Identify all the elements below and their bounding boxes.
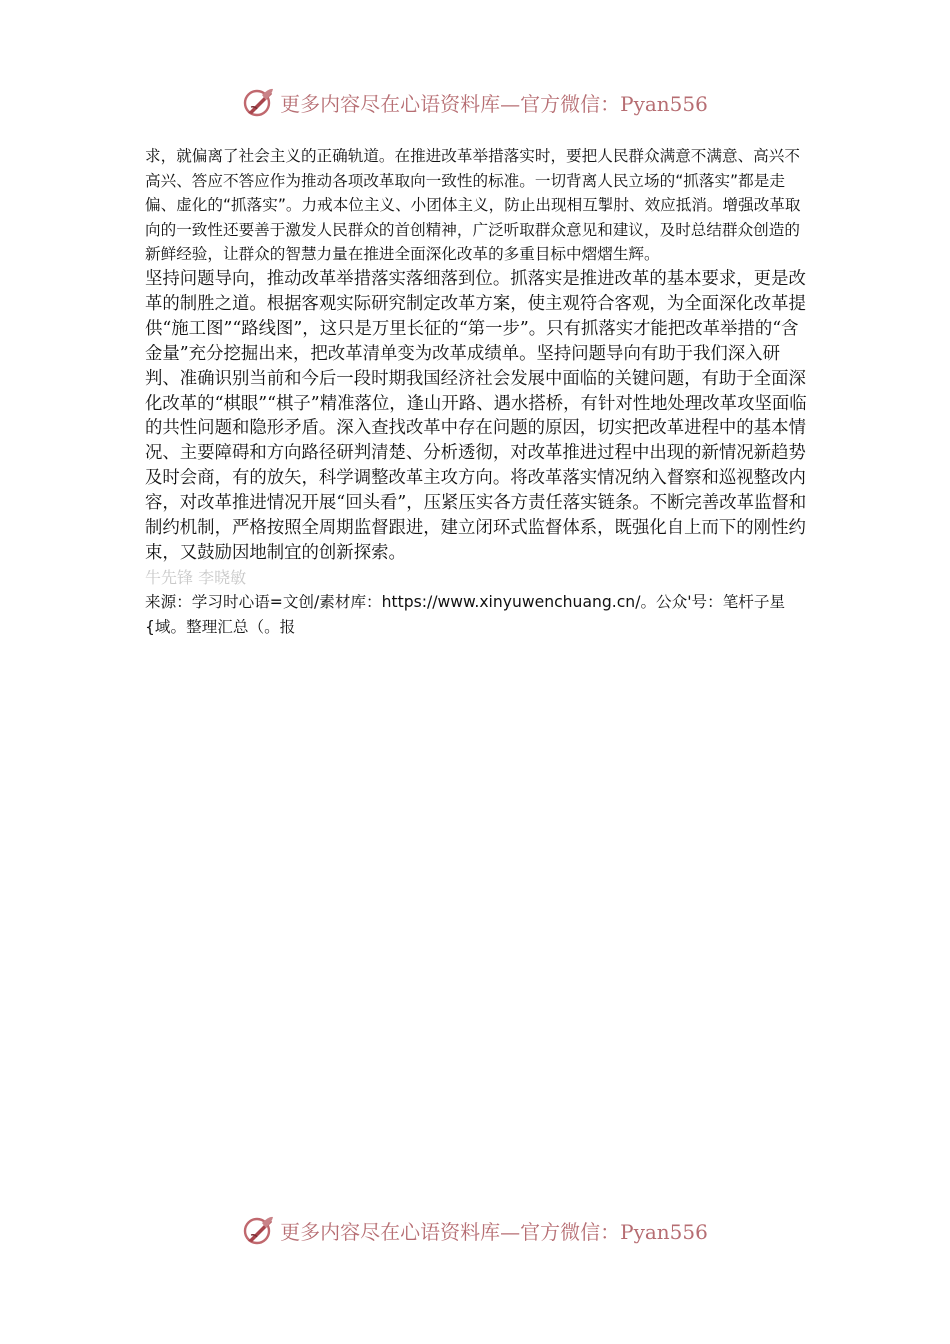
source-note: 来源：学习时心语=文创/素材库：https://www.xinyuwenchuang.cn/。公众'号：笔杆子星{域。整理汇总（。报	[145, 592, 786, 636]
footer-watermark-banner	[0, 1210, 950, 1250]
quill-logo-icon	[242, 85, 276, 119]
banner-text: 更多内容尽在心语资料库—官方微信：Pyan556	[280, 91, 708, 116]
header-watermark-banner	[0, 82, 950, 122]
document-body	[145, 144, 813, 640]
paragraph-problem-orientation: 坚持问题导向，推动改革举措落实落细落到位。抓落实是推进改革的基本要求，更是改革的制胜之道。根据客观实际研究制定改革方案，使主观符合客观，为全面深化改革提供“施工图”“路线图”，这只是万里长征的“第一步”。只有抓落实才能把改革举措的“含金量”充分挖掘出来，把改革清单变为改革成绩单。坚持问题导向有助于我们深入研判、准确识别当前和今后一段时期我国经济社会发展中面临的关键问题，有助于全面深化改革的“棋眼”“棋子”精准落位，逢山开路、遇水搭桥，有针对性地处理改革攻坚面临的共性问题和隐形矛盾。深入查找改革中存在问题的原因，切实把改革进程中的基本情况、主要障碍和方向路径研判清楚、分析透彻，对改革推进过程中出现的新情况新趋势及时会商，有的放矢，科学调整改革主攻方向。将改革落实情况纳入督察和巡视整改内容，对改革推进情况开展“回头看”，压紧压实各方责任落实链条。不断完善改革监督和制约机制，严格按照全周期监督跟进，建立闭环式监督体系，既强化自上而下的刚性约束，又鼓励因地制宜的创新探索。	[145, 268, 807, 563]
author-byline: 牛先锋 李晓敏	[145, 567, 247, 587]
paragraph-continued: 求，就偏离了社会主义的正确轨道。在推进改革举措落实时，要把人民群众满意不满意、高兴不高兴、答应不答应作为推动各项改革取向一致性的标准。一切背离人民立场的“抓落实”都是走偏、虚化的“抓落实”。力戒本位主义、小团体主义，防止出现相互掣肘、效应抵消。增强改革取向的一致性还要善于激发人民群众的首创精神，广泛听取群众意见和建议，及时总结群众创造的新鲜经验，让群众的智慧力量在推进全面深化改革的多重目标中熠熠生辉。	[145, 147, 801, 264]
quill-logo-icon	[242, 1213, 276, 1247]
banner-text: 更多内容尽在心语资料库—官方微信：Pyan556	[280, 1219, 708, 1244]
